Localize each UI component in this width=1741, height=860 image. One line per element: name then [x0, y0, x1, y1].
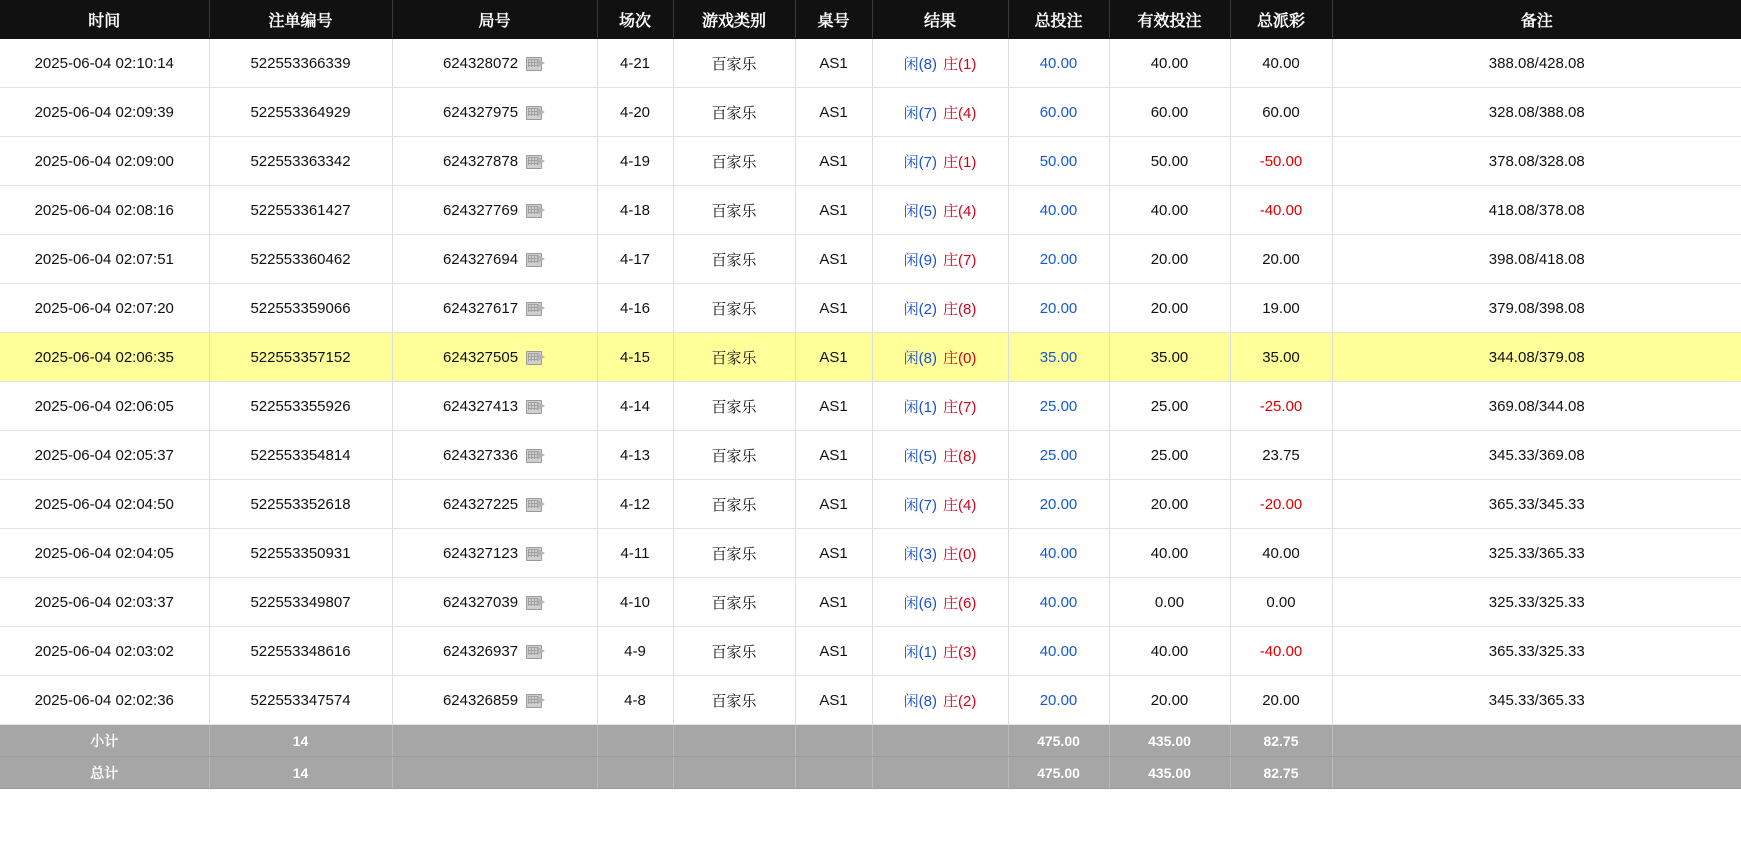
summary-blank: [392, 725, 597, 757]
cell-payout: 20.00: [1230, 676, 1332, 725]
cell-remark: 344.08/379.08: [1332, 333, 1741, 382]
summary-blank: [795, 725, 872, 757]
cell-time: 2025-06-04 02:09:00: [0, 137, 209, 186]
summary-blank: [673, 725, 795, 757]
summary-total_bet: 475.00: [1008, 725, 1109, 757]
cell-round_no: [392, 480, 597, 529]
table-row[interactable]: [0, 333, 1741, 382]
table-row[interactable]: [0, 88, 1741, 137]
cell-time: 2025-06-04 02:08:16: [0, 186, 209, 235]
cell-round_no: [392, 529, 597, 578]
cell-bet_id: 522553361427: [209, 186, 392, 235]
summary-blank: [1332, 757, 1741, 789]
cell-payout: -20.00: [1230, 480, 1332, 529]
video-replay-icon[interactable]: [526, 496, 546, 512]
cell-payout: 0.00: [1230, 578, 1332, 627]
cell-game_type: 百家乐: [673, 235, 795, 284]
cell-bet_id: 522553354814: [209, 431, 392, 480]
cell-remark: 325.33/325.33: [1332, 578, 1741, 627]
table-row[interactable]: [0, 431, 1741, 480]
result-banker-label: 庄(3): [943, 643, 977, 661]
summary-blank: [872, 757, 1008, 789]
cell-payout: 35.00: [1230, 333, 1332, 382]
table-row[interactable]: [0, 382, 1741, 431]
cell-valid_bet: 40.00: [1109, 529, 1230, 578]
table-row[interactable]: [0, 676, 1741, 725]
cell-total_bet: 20.00: [1008, 480, 1109, 529]
cell-bet_id: 522553359066: [209, 284, 392, 333]
round-number-label: 624327039: [442, 593, 519, 611]
round-number-label: 624327413: [442, 397, 519, 415]
cell-table_no: AS1: [795, 676, 872, 725]
cell-bet_id: 522553350931: [209, 529, 392, 578]
cell-time: 2025-06-04 02:05:37: [0, 431, 209, 480]
cell-payout: 23.75: [1230, 431, 1332, 480]
cell-session: 4-10: [597, 578, 673, 627]
cell-remark: 369.08/344.08: [1332, 382, 1741, 431]
cell-time: 2025-06-04 02:07:51: [0, 235, 209, 284]
cell-session: 4-12: [597, 480, 673, 529]
cell-table_no: AS1: [795, 137, 872, 186]
cell-game_type: 百家乐: [673, 529, 795, 578]
cell-time: 2025-06-04 02:09:39: [0, 88, 209, 137]
round-number-label: 624327617: [442, 299, 519, 317]
cell-valid_bet: 40.00: [1109, 627, 1230, 676]
cell-game_type: 百家乐: [673, 578, 795, 627]
table-row[interactable]: [0, 137, 1741, 186]
cell-round_no: [392, 39, 597, 88]
cell-remark: 418.08/378.08: [1332, 186, 1741, 235]
cell-remark: 345.33/369.08: [1332, 431, 1741, 480]
cell-result: [872, 88, 1008, 137]
summary-count: 14: [209, 757, 392, 789]
video-replay-icon[interactable]: [526, 202, 546, 218]
cell-game_type: 百家乐: [673, 676, 795, 725]
cell-round_no: [392, 382, 597, 431]
summary-valid_bet: 435.00: [1109, 757, 1230, 789]
table-row[interactable]: [0, 186, 1741, 235]
cell-round_no: [392, 186, 597, 235]
result-player-label: 闲(7): [903, 153, 937, 171]
cell-remark: 398.08/418.08: [1332, 235, 1741, 284]
cell-total_bet: 60.00: [1008, 88, 1109, 137]
round-number-label: 624327694: [442, 250, 519, 268]
cell-round_no: [392, 676, 597, 725]
cell-table_no: AS1: [795, 39, 872, 88]
cell-round_no: [392, 333, 597, 382]
cell-bet_id: 522553355926: [209, 382, 392, 431]
cell-payout: 40.00: [1230, 529, 1332, 578]
cell-table_no: AS1: [795, 578, 872, 627]
cell-bet_id: 522553347574: [209, 676, 392, 725]
round-number-label: 624328072: [442, 54, 519, 72]
cell-total_bet: 50.00: [1008, 137, 1109, 186]
table-header: [0, 0, 1741, 39]
video-replay-icon[interactable]: [526, 251, 546, 267]
result-player-label: 闲(6): [903, 594, 937, 612]
cell-session: 4-20: [597, 88, 673, 137]
cell-total_bet: 40.00: [1008, 39, 1109, 88]
cell-result: [872, 676, 1008, 725]
column-header-result[interactable]: 结果: [872, 0, 1008, 39]
result-player-label: 闲(5): [903, 447, 937, 465]
cell-total_bet: 20.00: [1008, 235, 1109, 284]
video-replay-icon[interactable]: [526, 349, 546, 365]
video-replay-icon[interactable]: [526, 594, 546, 610]
cell-game_type: 百家乐: [673, 382, 795, 431]
cell-remark: 365.33/345.33: [1332, 480, 1741, 529]
summary-payout: 82.75: [1230, 725, 1332, 757]
cell-session: 4-19: [597, 137, 673, 186]
cell-round_no: [392, 88, 597, 137]
cell-round_no: [392, 235, 597, 284]
cell-valid_bet: 25.00: [1109, 431, 1230, 480]
cell-session: 4-9: [597, 627, 673, 676]
cell-session: 4-21: [597, 39, 673, 88]
cell-round_no: [392, 137, 597, 186]
cell-bet_id: 522553363342: [209, 137, 392, 186]
cell-valid_bet: 0.00: [1109, 578, 1230, 627]
cell-game_type: 百家乐: [673, 88, 795, 137]
cell-remark: 378.08/328.08: [1332, 137, 1741, 186]
result-player-label: 闲(1): [903, 398, 937, 416]
cell-valid_bet: 20.00: [1109, 480, 1230, 529]
round-number-label: 624327769: [442, 201, 519, 219]
cell-game_type: 百家乐: [673, 137, 795, 186]
cell-result: [872, 627, 1008, 676]
result-player-label: 闲(8): [903, 55, 937, 73]
round-number-label: 624327878: [442, 152, 519, 170]
video-replay-icon[interactable]: [526, 300, 546, 316]
cell-game_type: 百家乐: [673, 284, 795, 333]
table-row[interactable]: [0, 529, 1741, 578]
summary-total_bet: 475.00: [1008, 757, 1109, 789]
cell-table_no: AS1: [795, 382, 872, 431]
result-banker-label: 庄(8): [943, 447, 977, 465]
cell-total_bet: 40.00: [1008, 186, 1109, 235]
summary-blank: [673, 757, 795, 789]
summary-row: [0, 725, 1741, 757]
cell-game_type: 百家乐: [673, 627, 795, 676]
cell-game_type: 百家乐: [673, 480, 795, 529]
cell-result: [872, 186, 1008, 235]
result-banker-label: 庄(4): [943, 104, 977, 122]
cell-remark: 325.33/365.33: [1332, 529, 1741, 578]
cell-bet_id: 522553352618: [209, 480, 392, 529]
result-player-label: 闲(1): [903, 643, 937, 661]
result-player-label: 闲(8): [903, 349, 937, 367]
summary-blank: [597, 757, 673, 789]
result-player-label: 闲(7): [903, 496, 937, 514]
cell-payout: 40.00: [1230, 39, 1332, 88]
cell-remark: 365.33/325.33: [1332, 627, 1741, 676]
column-header-valid_bet[interactable]: 有效投注: [1109, 0, 1230, 39]
cell-valid_bet: 40.00: [1109, 39, 1230, 88]
cell-valid_bet: 35.00: [1109, 333, 1230, 382]
video-replay-icon[interactable]: [526, 447, 546, 463]
cell-result: [872, 382, 1008, 431]
summary-count: 14: [209, 725, 392, 757]
summary-blank: [795, 757, 872, 789]
summary-payout: 82.75: [1230, 757, 1332, 789]
round-number-label: 624326859: [442, 691, 519, 709]
table-row[interactable]: [0, 39, 1741, 88]
summary-blank: [392, 757, 597, 789]
cell-session: 4-17: [597, 235, 673, 284]
cell-table_no: AS1: [795, 284, 872, 333]
column-header-total_bet[interactable]: 总投注: [1008, 0, 1109, 39]
cell-round_no: [392, 431, 597, 480]
cell-total_bet: 20.00: [1008, 284, 1109, 333]
cell-table_no: AS1: [795, 431, 872, 480]
round-number-label: 624327225: [442, 495, 519, 513]
cell-session: 4-8: [597, 676, 673, 725]
column-header-bet_id[interactable]: 注单编号: [209, 0, 392, 39]
summary-valid_bet: 435.00: [1109, 725, 1230, 757]
summary-label: 总计: [0, 757, 209, 789]
result-player-label: 闲(5): [903, 202, 937, 220]
cell-remark: 328.08/388.08: [1332, 88, 1741, 137]
table-row[interactable]: [0, 284, 1741, 333]
cell-round_no: [392, 627, 597, 676]
video-replay-icon[interactable]: [526, 692, 546, 708]
cell-result: [872, 235, 1008, 284]
result-player-label: 闲(9): [903, 251, 937, 269]
cell-time: 2025-06-04 02:03:37: [0, 578, 209, 627]
cell-valid_bet: 60.00: [1109, 88, 1230, 137]
column-header-remark[interactable]: 备注: [1332, 0, 1741, 39]
column-header-session[interactable]: 场次: [597, 0, 673, 39]
cell-total_bet: 25.00: [1008, 431, 1109, 480]
cell-valid_bet: 50.00: [1109, 137, 1230, 186]
round-number-label: 624327505: [442, 348, 519, 366]
cell-round_no: [392, 284, 597, 333]
round-number-label: 624327123: [442, 544, 519, 562]
video-replay-icon[interactable]: [526, 153, 546, 169]
round-number-label: 624326937: [442, 642, 519, 660]
cell-session: 4-16: [597, 284, 673, 333]
table-row[interactable]: [0, 235, 1741, 284]
cell-bet_id: 522553360462: [209, 235, 392, 284]
cell-bet_id: 522553349807: [209, 578, 392, 627]
cell-table_no: AS1: [795, 88, 872, 137]
cell-session: 4-18: [597, 186, 673, 235]
column-header-table_no[interactable]: 桌号: [795, 0, 872, 39]
cell-total_bet: 40.00: [1008, 529, 1109, 578]
table-row[interactable]: [0, 627, 1741, 676]
summary-label: 小计: [0, 725, 209, 757]
result-banker-label: 庄(2): [943, 692, 977, 710]
summary-blank: [597, 725, 673, 757]
cell-time: 2025-06-04 02:04:50: [0, 480, 209, 529]
cell-table_no: AS1: [795, 480, 872, 529]
cell-result: [872, 39, 1008, 88]
result-banker-label: 庄(7): [943, 398, 977, 416]
result-banker-label: 庄(4): [943, 202, 977, 220]
cell-table_no: AS1: [795, 235, 872, 284]
cell-payout: -25.00: [1230, 382, 1332, 431]
cell-total_bet: 40.00: [1008, 578, 1109, 627]
table-body: [0, 39, 1741, 789]
cell-game_type: 百家乐: [673, 333, 795, 382]
result-player-label: 闲(7): [903, 104, 937, 122]
result-player-label: 闲(8): [903, 692, 937, 710]
column-header-payout[interactable]: 总派彩: [1230, 0, 1332, 39]
cell-total_bet: 20.00: [1008, 676, 1109, 725]
cell-time: 2025-06-04 02:06:35: [0, 333, 209, 382]
table-header-row: [0, 0, 1741, 39]
cell-payout: -40.00: [1230, 186, 1332, 235]
page-bottom-spacer: [0, 789, 1741, 849]
cell-result: [872, 333, 1008, 382]
cell-valid_bet: 25.00: [1109, 382, 1230, 431]
cell-session: 4-15: [597, 333, 673, 382]
result-banker-label: 庄(0): [943, 349, 977, 367]
table-row[interactable]: [0, 578, 1741, 627]
column-header-game_type[interactable]: 游戏类别: [673, 0, 795, 39]
cell-total_bet: 35.00: [1008, 333, 1109, 382]
video-replay-icon[interactable]: [526, 643, 546, 659]
table-row[interactable]: [0, 480, 1741, 529]
cell-game_type: 百家乐: [673, 431, 795, 480]
result-banker-label: 庄(8): [943, 300, 977, 318]
cell-time: 2025-06-04 02:03:02: [0, 627, 209, 676]
cell-session: 4-14: [597, 382, 673, 431]
cell-result: [872, 480, 1008, 529]
cell-result: [872, 578, 1008, 627]
result-banker-label: 庄(6): [943, 594, 977, 612]
cell-payout: 20.00: [1230, 235, 1332, 284]
round-number-label: 624327336: [442, 446, 519, 464]
cell-time: 2025-06-04 02:10:14: [0, 39, 209, 88]
result-banker-label: 庄(1): [943, 153, 977, 171]
cell-payout: 19.00: [1230, 284, 1332, 333]
cell-valid_bet: 20.00: [1109, 235, 1230, 284]
result-player-label: 闲(2): [903, 300, 937, 318]
cell-result: [872, 137, 1008, 186]
summary-blank: [1332, 725, 1741, 757]
result-banker-label: 庄(7): [943, 251, 977, 269]
video-replay-icon[interactable]: [526, 545, 546, 561]
cell-valid_bet: 20.00: [1109, 676, 1230, 725]
cell-remark: 345.33/365.33: [1332, 676, 1741, 725]
cell-result: [872, 284, 1008, 333]
cell-round_no: [392, 578, 597, 627]
cell-remark: 379.08/398.08: [1332, 284, 1741, 333]
column-header-round_no[interactable]: 局号: [392, 0, 597, 39]
result-player-label: 闲(3): [903, 545, 937, 563]
cell-time: 2025-06-04 02:04:05: [0, 529, 209, 578]
column-header-time[interactable]: 时间: [0, 0, 209, 39]
cell-session: 4-11: [597, 529, 673, 578]
cell-table_no: AS1: [795, 627, 872, 676]
cell-game_type: 百家乐: [673, 39, 795, 88]
cell-result: [872, 529, 1008, 578]
cell-session: 4-13: [597, 431, 673, 480]
cell-result: [872, 431, 1008, 480]
cell-time: 2025-06-04 02:07:20: [0, 284, 209, 333]
summary-blank: [872, 725, 1008, 757]
summary-row: [0, 757, 1741, 789]
cell-time: 2025-06-04 02:02:36: [0, 676, 209, 725]
cell-valid_bet: 20.00: [1109, 284, 1230, 333]
result-banker-label: 庄(1): [943, 55, 977, 73]
cell-bet_id: 522553366339: [209, 39, 392, 88]
cell-bet_id: 522553357152: [209, 333, 392, 382]
round-number-label: 624327975: [442, 103, 519, 121]
video-replay-icon[interactable]: [526, 55, 546, 71]
cell-total_bet: 40.00: [1008, 627, 1109, 676]
cell-payout: -40.00: [1230, 627, 1332, 676]
cell-table_no: AS1: [795, 333, 872, 382]
cell-remark: 388.08/428.08: [1332, 39, 1741, 88]
cell-game_type: 百家乐: [673, 186, 795, 235]
cell-valid_bet: 40.00: [1109, 186, 1230, 235]
cell-payout: -50.00: [1230, 137, 1332, 186]
cell-total_bet: 25.00: [1008, 382, 1109, 431]
cell-payout: 60.00: [1230, 88, 1332, 137]
result-banker-label: 庄(4): [943, 496, 977, 514]
cell-table_no: AS1: [795, 529, 872, 578]
cell-bet_id: 522553348616: [209, 627, 392, 676]
cell-table_no: AS1: [795, 186, 872, 235]
cell-bet_id: 522553364929: [209, 88, 392, 137]
video-replay-icon[interactable]: [526, 398, 546, 414]
video-replay-icon[interactable]: [526, 104, 546, 120]
result-banker-label: 庄(0): [943, 545, 977, 563]
cell-time: 2025-06-04 02:06:05: [0, 382, 209, 431]
